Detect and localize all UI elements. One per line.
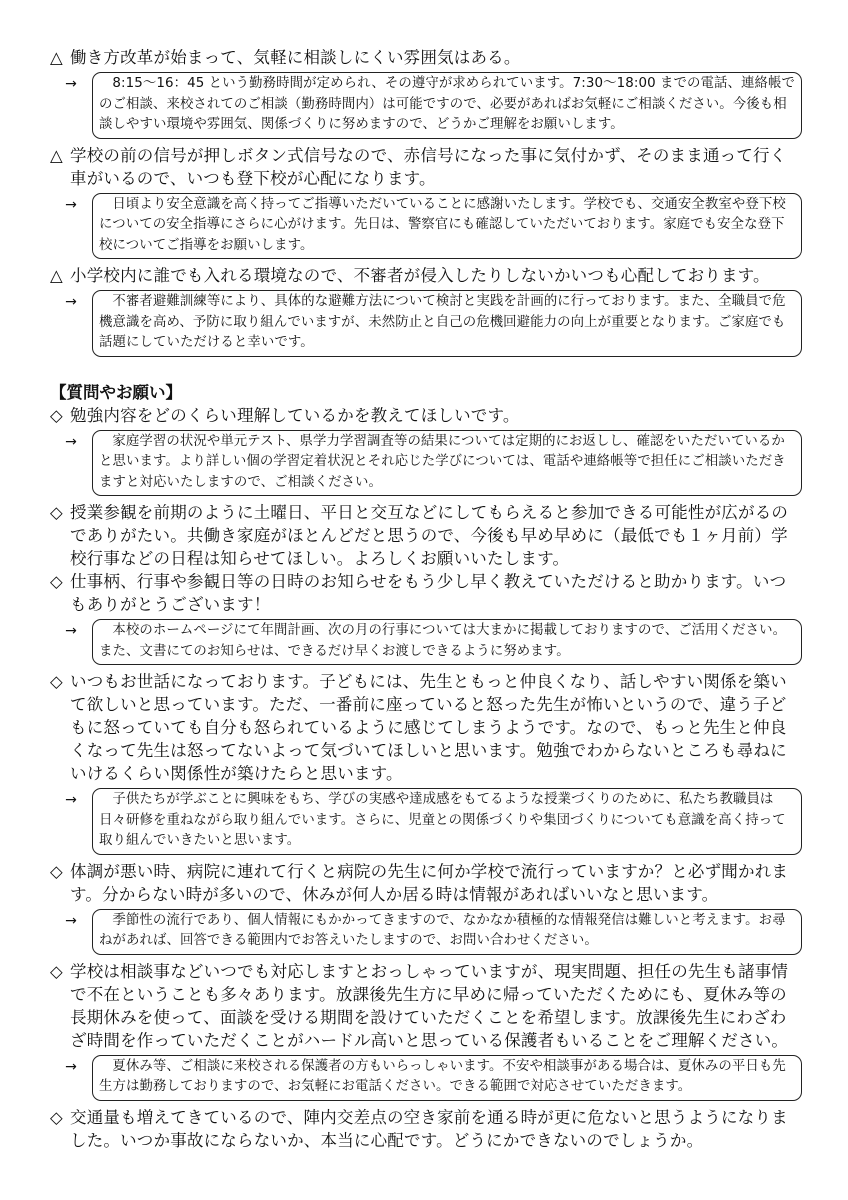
request-question bbox=[50, 670, 802, 785]
question-text: いつもお世話になっております。子どもには、先生ともっと仲良くなり、話しやすい関係を築いて欲しいと思っています。ただ、一番前に座っていると怒った先生が怖いというので、違う子どもに怒っていても自分も怒られているように感じてしまうようです。なので、もっと先生と仲良くなって先生は怒ってないよって気づいてほしいと思います。勉強でわからないところも尋ねにいけるくらい関係性が築けたらと思います。 bbox=[70, 672, 787, 783]
question-text: 体調が悪い時、病院に連れて行くと病院の先生に何か学校で流行っていますか？と必ず聞かれます。分からない時が多いので、休みが何人か居る時は情報があればいいなと思います。 bbox=[70, 861, 789, 904]
document-page bbox=[50, 46, 802, 1152]
request-question bbox=[50, 960, 802, 1052]
answer-box: 夏休み等、ご相談に来校される保護者の方もいらっしゃいます。不安や相談事がある場合は、夏休みの平日も先生方は勤務しておりますので、お気軽にお電話ください。できる範囲で対応させていただきます。 bbox=[92, 1055, 802, 1101]
request-item bbox=[50, 960, 802, 1101]
arrow-icon: → bbox=[65, 912, 77, 929]
diamond-mark-icon: ◇ bbox=[50, 1107, 63, 1127]
question-text: 勉強内容をどのくらい理解しているかを教えてほしいです。 bbox=[70, 405, 520, 425]
question-text: 小学校内に誰でも入れる環境なので、不審者が侵入したりしないかいつも心配しております。 bbox=[70, 266, 770, 285]
request-question bbox=[50, 501, 802, 570]
diamond-mark-icon: ◇ bbox=[50, 861, 63, 881]
request-item bbox=[50, 860, 802, 955]
concern-item bbox=[50, 264, 802, 357]
answer-row bbox=[50, 72, 802, 139]
arrow-icon: → bbox=[65, 623, 77, 639]
answer-box: 不審者避難訓練等により、具体的な避難方法について検討と実践を計画的に行っております。また、全職員で危機意識を高め、予防に取り組んでいますが、未然防止と自己の危機回避能力の向上が重要となります。ご家庭でも話題にしていただけると幸いです。 bbox=[92, 290, 802, 357]
answer-box: 8:15～16：45 という勤務時間が定められ、その遵守が求められています。7:30～18:00 までの電話、連絡帳でのご相談、来校されてのご相談（勤務時間内）は可能ですので、必要があればお気軽にご相談ください。今後も相談しやすい環境や雰囲気、関係づくりに努めますので、どうかご理解をお願いします。 bbox=[92, 72, 802, 139]
question-text: 学校の前の信号が押しボタン式信号なので、赤信号になった事に気付かず、そのまま通って行く車がいるので、いつも登下校が心配になります。 bbox=[70, 145, 787, 188]
request-question bbox=[50, 860, 802, 906]
answer-box: 子供たちが学ぶことに興味をもち、学びの実感や達成感をもてるような授業づくりのために、私たち教職員は日々研修を重ねながら取り組んでいます。さらに、児童との関係づくりや集団づくりについても意識を高く持って取り組んでいきたいと思います。 bbox=[92, 788, 802, 855]
request-item bbox=[50, 570, 802, 665]
concern-item bbox=[50, 144, 802, 260]
request-question bbox=[50, 1106, 802, 1152]
request-item bbox=[50, 501, 802, 570]
triangle-mark-icon: △ bbox=[50, 48, 63, 67]
question-text: 交通量も増えてきているので、陣内交差点の空き家前を通る時が更に危ないと思うようになりました。いつか事故にならないか、本当に心配です。どうにかできないのでしょうか。 bbox=[70, 1107, 788, 1150]
answer-row bbox=[50, 909, 802, 955]
diamond-mark-icon: ◇ bbox=[50, 961, 63, 981]
request-item bbox=[50, 1106, 802, 1152]
request-item bbox=[50, 670, 802, 855]
section-heading: 【質問やお願い】 bbox=[50, 382, 182, 402]
concern-question bbox=[50, 46, 802, 69]
concern-question bbox=[50, 264, 802, 287]
diamond-mark-icon: ◇ bbox=[50, 572, 63, 591]
question-text: 授業参観を前期のように土曜日、平日と交互などにしてもらえると参加できる可能性が広がるのでありがたい。共働き家庭がほとんどだと思うので、今後も早め早めに（最低でも１ヶ月前）学校行事などの日程は知らせてほしい。よろしくお願いいたします。 bbox=[70, 503, 789, 568]
answer-box: 季節性の流行であり、個人情報にもかかってきますので、なかなか積極的な情報発信は難しいと考えます。お尋ねがあれば、回答できる範囲内でお答えいたしますので、お問い合わせください。 bbox=[92, 909, 802, 955]
request-question bbox=[50, 570, 802, 616]
answer-row bbox=[50, 619, 802, 665]
request-question bbox=[50, 404, 802, 427]
question-text: 仕事柄、行事や参観日等の日時のお知らせをもう少し早く教えていただけると助かります。いつもありがとうございます！ bbox=[70, 572, 787, 614]
question-text: 学校は相談事などいつでも対応しますとおっしゃっていますが、現実問題、担任の先生も諸事情で不在ということも多々あります。放課後先生方に早めに帰っていただくためにも、夏休み等の長期休みを使って、面談を受ける期間を設けていただくことを希望します。放課後先生にわざわざ時間を作っていただくことがハードル高いと思っている保護者もいることをご理解ください。 bbox=[70, 961, 789, 1050]
answer-row bbox=[50, 788, 802, 855]
question-text: 働き方改革が始まって、気軽に相談しにくい雰囲気はある。 bbox=[70, 48, 521, 67]
diamond-mark-icon: ◇ bbox=[50, 405, 63, 425]
answer-row bbox=[50, 1055, 802, 1101]
request-item bbox=[50, 404, 802, 497]
arrow-icon: → bbox=[65, 433, 77, 450]
triangle-mark-icon: △ bbox=[50, 266, 63, 285]
answer-row bbox=[50, 290, 802, 357]
triangle-mark-icon: △ bbox=[50, 145, 63, 165]
concern-item bbox=[50, 46, 802, 139]
arrow-icon: → bbox=[65, 1058, 77, 1075]
answer-box: 本校のホームページにて年間計画、次の月の行事については大まかに掲載しておりますので、ご活用ください。また、文書にてのお知らせは、できるだけ早くお渡しできるように努めます。 bbox=[92, 619, 802, 665]
answer-box: 家庭学習の状況や単元テスト、県学力学習調査等の結果については定期的にお返しし、確認をいただいているかと思います。より詳しい個の学習定着状況とそれ応じた学びについては、電話や連絡帳等で担任にご相談いただきますと対応いたしますので、ご相談ください。 bbox=[92, 430, 802, 497]
answer-box: 日頃より安全意識を高く持ってご指導いただいていることに感謝いたします。学校でも、交通安全教室や登下校についての安全指導にさらに心がけます。先日は、警察官にも確認していただいております。家庭でも安全な登下校についてご指導をお願いします。 bbox=[92, 193, 802, 260]
arrow-icon: → bbox=[65, 294, 77, 310]
concern-question bbox=[50, 144, 802, 190]
answer-row bbox=[50, 193, 802, 260]
arrow-icon: → bbox=[65, 792, 77, 808]
diamond-mark-icon: ◇ bbox=[50, 672, 63, 691]
arrow-icon: → bbox=[65, 196, 77, 213]
arrow-icon: → bbox=[65, 76, 77, 92]
diamond-mark-icon: ◇ bbox=[50, 503, 63, 522]
answer-row bbox=[50, 430, 802, 497]
